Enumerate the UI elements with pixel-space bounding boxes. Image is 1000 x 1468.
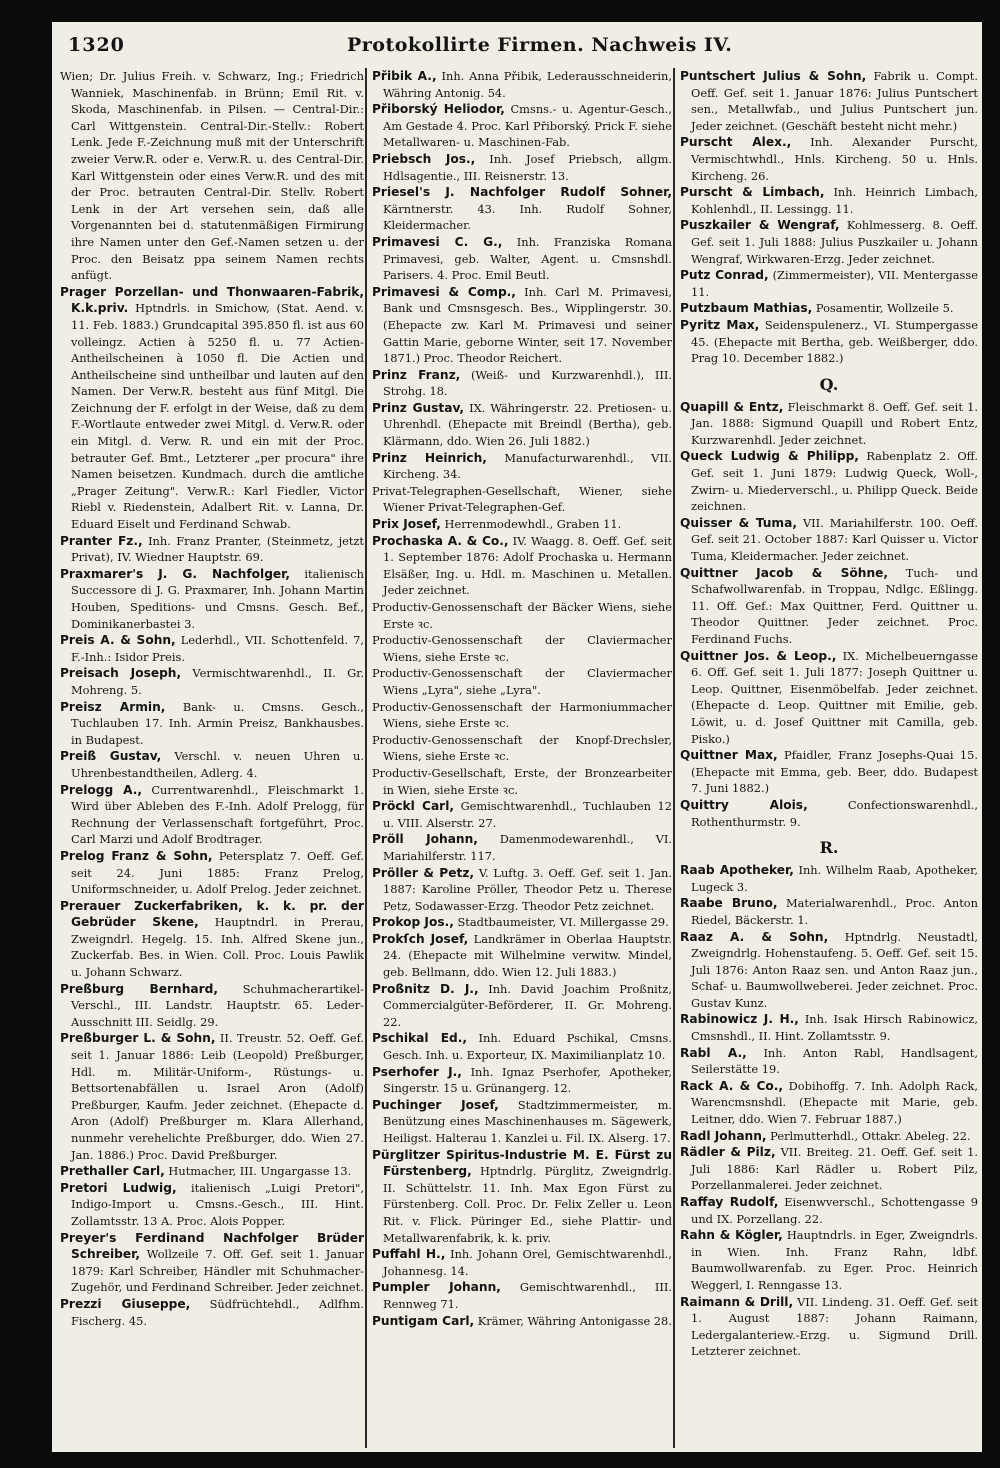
directory-entry: [680, 1011, 978, 1044]
directory-entry: [372, 516, 672, 533]
directory-entry: [680, 797, 978, 830]
directory-entry: [372, 798, 672, 831]
section-letter-q: Q.: [819, 374, 839, 394]
firm-name: Puntigam Carl,: [372, 1313, 475, 1328]
firm-name: Rabinowicz J. H.,: [680, 1012, 799, 1027]
entry-text: Productiv-Genossenschaft der Claviermacher Wiens, siehe Erste ꝛc.: [372, 633, 672, 664]
entry-text: Kohlmesserg. 8. Oeff. Gef. seit 1. Juli 1888: Julius Puszkailer u. Johann Wengraf, Wirkwaren-Erzg. Jeder zeichnet.: [691, 218, 978, 266]
firm-name: Rahn & Kögler,: [680, 1228, 783, 1243]
entry-text: Verschl. v. neuen Uhren u. Uhrenbestandtheilen, Adlerg. 4.: [71, 749, 364, 780]
entry-text: Hptndrlg. Pürglitz, Zweigndrlg. II. Schüttelstr. 11. Inh. Max Egon Fürst zu Fürstenberg. Coll. Proc. Dr. Felix Zeller u. Leon Rit. v. Flick. Püringer Ed., siehe Plattir- und Metallwarenfabrik, k. k. priv.: [383, 1164, 672, 1245]
firm-name: Prinz Franz,: [372, 367, 461, 382]
directory-entry: [372, 865, 672, 915]
firm-name: Preis A. & Sohn,: [60, 633, 176, 648]
entry-text: Rabenplatz 2. Off. Gef. seit 1. Juni 1879: Ludwig Queck, Woll-, Zwirn- u. Miederverschl., u. Philipp Queck. Beide zeichnen.: [691, 449, 978, 514]
entry-text: Inh. Anton Rabl, Handlsagent, Seilerstätte 19.: [691, 1045, 978, 1077]
directory-entry: [680, 1128, 978, 1145]
entry-text: Schuhmacherartikel-Verschl., III. Landstr. Hauptstr. 65. Leder-Ausschnitt III. Seidlg. 29.: [71, 981, 364, 1029]
directory-entry: [60, 632, 364, 665]
entry-text: Perlmutterhdl., Ottakr. Abeleg. 22.: [770, 1128, 971, 1143]
directory-entry: [60, 699, 364, 749]
directory-entry: [60, 1180, 364, 1230]
firm-name: Preßburger L. & Sohn,: [60, 1031, 216, 1046]
directory-entry: [60, 1230, 364, 1296]
firm-name: Quittner Max,: [680, 748, 778, 763]
directory-entry: [680, 1194, 978, 1227]
column-2: [372, 68, 672, 1448]
directory-entry: [372, 1064, 672, 1097]
firm-name: Puchinger Josef,: [372, 1097, 499, 1112]
firm-name: Priebsch Jos.,: [372, 151, 476, 166]
directory-entry: [680, 267, 978, 300]
firm-name: Pserhofer J.,: [372, 1064, 462, 1079]
firm-name: Pröll Johann,: [372, 832, 478, 847]
page-number: 1320: [68, 34, 125, 56]
entries-p: [680, 68, 978, 367]
entry-text: Productiv-Genossenschaft der Knopf-Drechsler, Wiens, siehe Erste ꝛc.: [372, 732, 672, 764]
directory-entry: [60, 1296, 364, 1329]
entry-text: V. Luftg. 3. Oeff. Gef. seit 1. Jan. 1887: Karoline Pröller, Theodor Petz u. Therese Petz, Sodawasser-Erzg. Theodor Petz zeichnet.: [383, 865, 672, 913]
firm-name: Pröckl Carl,: [372, 799, 454, 814]
columns: [60, 68, 978, 1448]
firm-name: Prinz Heinrich,: [372, 450, 487, 465]
directory-entry: [372, 151, 672, 184]
directory-entry: [680, 134, 978, 184]
entry-text: Inh. Wilhelm Raab, Apotheker, Lugeck 3.: [691, 863, 978, 894]
directory-entry: [60, 665, 364, 698]
directory-entry: [372, 1147, 672, 1247]
firm-name: Prokſch Josef,: [372, 931, 469, 946]
entry-text: Hutmacher, III. Ungargasse 13.: [168, 1164, 352, 1179]
entry-text: Inh. Franziska Romana Primavesi, geb. Walter, Agent. u. Cmsnshdl. Parisers. 4. Proc. Emil Beutl.: [383, 234, 672, 283]
directory-entry: [372, 1246, 672, 1279]
entry-text: Inh. Carl M. Primavesi, Bank und Cmsnsgesch. Bes., Wipplingerstr. 30. (Ehepacte zw. Karl M. Primavesi und seiner Gattin Marie, geborne Winter, seit 17. November 1871.) Proc. Theodor Reichert.: [383, 284, 672, 366]
entry-text: Stadtbaumeister, VI. Millergasse 29.: [457, 915, 669, 930]
entry-text: Inh. Heinrich Limbach, Kohlenhdl., II. Lessingg. 11.: [691, 185, 978, 216]
entry-text: Gemischtwarenhdl., Tuchlauben 12 u. VIII. Alserstr. 27.: [383, 799, 672, 830]
firm-name: Rabl A.,: [680, 1045, 747, 1060]
directory-entry: [372, 101, 672, 151]
directory-entry: [372, 699, 672, 732]
entries-r: [680, 862, 978, 1360]
firm-name: Pretori Ludwig,: [60, 1180, 177, 1195]
entry-text: Dobihoffg. 7. Inh. Adolph Rack, Warencmsnshdl. (Ehepacte mit Marie, geb. Leitner, ddo. Wien 7. Februar 1887.): [691, 1078, 978, 1127]
directory-entry: [680, 1227, 978, 1293]
firm-name: Praxmarer's J. G. Nachfolger,: [60, 566, 291, 581]
entry-text: Krämer, Währing Antonigasse 28.: [477, 1313, 672, 1328]
directory-entry: [60, 898, 364, 981]
directory-entry: [372, 599, 672, 632]
entry-text: (Weiß- und Kurzwarenhdl.), III. Strohg. 18.: [383, 367, 672, 399]
firm-name: Prethaller Carl,: [60, 1164, 165, 1179]
firm-name: Raaz A. & Sohn,: [680, 929, 829, 944]
firm-name: Purscht Alex.,: [680, 135, 792, 150]
directory-entry: [680, 747, 978, 797]
entry-text: Productiv-Genossenschaft der Harmoniummacher Wiens, siehe Erste ꝛc.: [372, 699, 672, 731]
entry-text: Wien; Dr. Julius Freih. v. Schwarz, Ing.; Friedrich Wanniek, Maschinenfab. in Brünn; Emil Rit. v. Skoda, Maschinenfab. in Pilsen. — Central-Dir.: Carl Wittgenstein. Central-Dir.-Stellv.: Robert Lenk. Jede F.-Zeichnung muß mit der Unterschrift zweier Verw.R. oder e. Verw.R. u. des Central-Dir. Karl Wittgenstein oder eines Verw.R. und des mit der Proc. betrauten Central-Dir. Stellv. Robert Lenk in der Art versehen sein, daß alle Vorgenannten bei d. statutenmäßigen Firmirung ihre Namen unter den Gef.-Namen setzen u. der Proc. den Beisatz ppa seinem Namen rechts anfügt.: [60, 69, 364, 283]
directory-page: [52, 22, 982, 1452]
directory-entry: [680, 68, 978, 134]
entry-text: (Zimmermeister), VII. Mentergasse 11.: [691, 268, 978, 299]
directory-entry: [680, 515, 978, 565]
firm-name: Prix Josef,: [372, 517, 441, 532]
entry-text: IX. Michelbeuerngasse 6. Off. Gef. seit 1. Juli 1877: Joseph Quittner u. Leop. Quittner, Eisenmöbelfab. Jeder zeichnet. (Ehepacte d. Leop. Quittner mit Emilie, geb. Löwit, u. d. Josef Quittner mit Camilla, geb. Pisko.): [691, 648, 978, 746]
entry-text: Productiv-Genossenschaft der Bäcker Wiens, siehe Erste ꝛc.: [372, 600, 672, 631]
section-letter-r: R.: [819, 838, 839, 858]
directory-entry: [372, 765, 672, 798]
directory-entry: [680, 1078, 978, 1128]
entry-text: Inh. David Joachim Proßnitz, Commercialgüter-Beförderer, II. Gr. Mohreng. 22.: [383, 981, 672, 1029]
firm-name: Pschikal Ed.,: [372, 1031, 467, 1046]
firm-name: Putz Conrad,: [680, 268, 769, 283]
directory-entry: [372, 732, 672, 765]
firm-name: Raab Apotheker,: [680, 863, 794, 878]
entry-text: Hptndrlg. Neustadtl, Zweigndrlg. Hohenstaufeng. 5. Oeff. Gef. seit 15. Juli 1876: Anton Raaz sen. und Anton Raaz jun., Schaf- u. Baumwollweberei. Jeder zeichnet. Proc. Gustav Kunz.: [691, 929, 978, 1010]
directory-entry: [60, 284, 364, 533]
entry-text: IV. Waagg. 8. Oeff. Gef. seit 1. September 1876: Adolf Prochaska u. Hermann Elsäßer, Ing. u. Hdl. m. Maschinen u. Metallen. Jeder zeichnet.: [383, 533, 672, 598]
entry-text: Kärntnerstr. 43. Inh. Rudolf Sohner, Kleidermacher.: [383, 201, 672, 233]
entry-text: Landkrämer in Oberlaa Hauptstr. 24. (Ehepacte mit Wilhelmine verwitw. Mindel, geb. Bellmann, ddo. Wien 12. Juli 1883.): [383, 931, 672, 980]
directory-entry: [372, 367, 672, 400]
entry-text: Vermischtwarenhdl., II. Gr. Mohreng. 5.: [71, 666, 364, 697]
directory-entry: [680, 317, 978, 367]
directory-entry: [60, 68, 364, 284]
entry-text: Petersplatz 7. Oeff. Gef. seit 24. Juni 1885: Franz Prelog, Uniformschneider, u. Adolf Prelog. Jeder zeichnet.: [71, 848, 364, 897]
firm-name: Pröller & Petz,: [372, 865, 475, 880]
directory-entry: [372, 284, 672, 367]
firm-name: Quapill & Entz,: [680, 399, 784, 414]
directory-entry: [60, 848, 364, 898]
entry-text: Fleischmarkt 8. Oeff. Gef. seit 1. Jan. 1888: Sigmund Quapill und Robert Entz, Kurzwarenhdl. Jeder zeichnet.: [691, 399, 978, 447]
entry-text: italienisch Successore di J. G. Praxmarer, Inh. Johann Martin Houben, Speditions- und Cmsns. Gesch. Bef., Dominikanerbastei 3.: [71, 566, 364, 631]
directory-entry: [372, 68, 672, 101]
directory-entry: [372, 234, 672, 284]
firm-name: Přiborský Heliodor,: [372, 102, 505, 117]
entry-text: Wollzeile 7. Off. Gef. seit 1. Januar 1879: Karl Schreiber, Händler mit Schuhmacher-Zugehör, und Ferdinand Schreiber. Jeder zeichnet.: [71, 1247, 364, 1295]
column-3: [680, 68, 978, 1448]
firm-name: Prochaska A. & Co.,: [372, 533, 509, 548]
directory-entry: [372, 483, 672, 516]
directory-entry: [372, 450, 672, 483]
entry-text: Manufacturwarenhdl., VII. Kircheng. 34.: [383, 450, 672, 482]
directory-entry: [372, 1313, 672, 1330]
firm-name: Purscht & Limbach,: [680, 185, 825, 200]
entry-text: VII. Mariahilferstr. 100. Oeff. Gef. seit 21. October 1887: Karl Quisser u. Victor Tuma, Kleidermacher. Jeder zeichnet.: [691, 515, 978, 564]
firm-name: Pranter Fz.,: [60, 533, 143, 548]
directory-entry: [372, 1279, 672, 1312]
entry-text: Herrenmodewhdl., Graben 11.: [444, 517, 622, 532]
entry-text: Gemischtwarenhdl., III. Rennweg 71.: [383, 1280, 672, 1311]
entry-text: Materialwarenhdl., Proc. Anton Riedel, Bäckerstr. 1.: [691, 896, 978, 927]
firm-name: Preiß Gustav,: [60, 749, 162, 764]
firm-name: Puntschert Julius & Sohn,: [680, 69, 867, 83]
directory-entry: [680, 929, 978, 1012]
firm-name: Primavesi & Comp.,: [372, 284, 516, 299]
firm-name: Radl Johann,: [680, 1128, 767, 1143]
firm-name: Priesel's J. Nachfolger Rudolf Sohner,: [372, 185, 672, 200]
directory-entry: [680, 1294, 978, 1360]
directory-entry: [680, 895, 978, 928]
entry-text: Posamentir, Wollzeile 5.: [815, 301, 954, 316]
entry-text: VII. Breiteg. 21. Oeff. Gef. seit 1. Juli 1886: Karl Rädler u. Robert Pilz, Porzellanmalerei. Jeder zeichnet.: [691, 1145, 978, 1193]
entry-text: Inh. Isak Hirsch Rabinowicz, Cmsnshdl., II. Hint. Zollamtsstr. 9.: [691, 1012, 978, 1044]
firm-name: Rack A. & Co.,: [680, 1078, 784, 1093]
entry-text: Inh. Eduard Pschikal, Cmsns. Gesch. Inh. u. Exporteur, IX. Maximilianplatz 10.: [383, 1031, 672, 1063]
entry-text: Confectionswarenhdl., Rothenthurmstr. 9.: [691, 797, 978, 829]
entry-text: Tuch- und Schafwollwarenfab. in Troppau, Ndlgc. Eßlingg. 11. Off. Gef.: Max Quittner, Ferd. Quittner u. Theodor Quittner. Jeder zeichnet. Proc. Ferdinand Fuchs.: [691, 565, 978, 646]
entry-text: Cmsns.- u. Agentur-Gesch., Am Gestade 4. Proc. Karl Přiborský. Prick F. siehe Metallwaren- u. Maschinen-Fab.: [383, 102, 672, 150]
directory-entry: [60, 748, 364, 781]
directory-entry: [372, 981, 672, 1031]
entry-text: Pfaidler, Franz Josephs-Quai 15. (Ehepacte mit Emma, geb. Beer, ddo. Budapest 7. Juni 1882.): [691, 748, 978, 796]
entry-text: Hptndrls. in Smichow, (Stat. Aend. v. 11. Feb. 1883.) Grundcapital 395.850 fl. ist aus 60 volleingz. Actien à 5250 fl. u. 77 Actien-Antheilscheinen à 1050 fl. Die Actien und Antheilscheine sind untheilbar und lauten auf den Namen. Der Verw.R. besteht aus fünf Mitgl. Die Zeichnung der F. erfolgt in der Weise, daß zu dem F.-Wortlaute entweder zwei Mitgl. d. Verw.R. oder ein Mitgl. d. Verw. R. und ein mit der Proc. betrauter Gef. Bmt., Letzterer „per procura" ihre Namen beisetzen. Kundmach. durch die amtliche „Prager Zeitung". Verw.R.: Karl Fiedler, Victor Riebl v. Riedenstein, Adalbert Rit. v. Lanna, Dr. Eduard Eiselt und Ferdinand Schwab.: [71, 301, 364, 532]
firm-name: Pürglitzer Spiritus-Industrie M. E. Fürst zu Fürstenberg,: [372, 1147, 672, 1179]
firm-name: Preßburg Bernhard,: [60, 981, 218, 996]
directory-entry: [60, 1030, 364, 1163]
entry-text: Productiv-Genossenschaft der Claviermacher Wiens „Lyra", siehe „Lyra".: [372, 666, 672, 697]
entry-text: Hauptndrl. in Prerau, Zweigndrl. Hegelg. 15. Inh. Alfred Skene jun., Zuckerfab. Bes. in Wien. Coll. Proc. Louis Pawlik u. Johann Schwarz.: [71, 915, 364, 980]
firm-name: Preisz Armin,: [60, 699, 166, 714]
page-header: [52, 22, 982, 72]
firm-name: Quittry Alois,: [680, 797, 808, 812]
firm-name: Puszkailer & Wengraf,: [680, 218, 840, 233]
firm-name: Přibik A.,: [372, 69, 437, 83]
entry-text: Inh. Alexander Purscht, Vermischtwhdl., Hnls. Kircheng. 50 u. Hnls. Kircheng. 26.: [691, 135, 978, 183]
directory-entry: [372, 1097, 672, 1147]
directory-entry: [60, 533, 364, 566]
entry-text: Inh. Johann Orel, Gemischtwarenhdl., Johannesg. 14.: [383, 1247, 672, 1278]
firm-name: Quittner Jos. & Leop.,: [680, 648, 837, 663]
entry-text: VII. Lindeng. 31. Oeff. Gef. seit 1. August 1887: Johann Raimann, Ledergalanteriew.-Erzg. u. Sigmund Drill. Letzterer zeichnet.: [691, 1294, 978, 1359]
firm-name: Rädler & Pilz,: [680, 1145, 776, 1160]
firm-name: Prager Porzellan- und Thonwaaren-Fabrik, K.k.priv.: [60, 284, 364, 316]
firm-name: Prelog Franz & Sohn,: [60, 848, 213, 863]
firm-name: Quittner Jacob & Söhne,: [680, 565, 889, 580]
entry-text: Bank- u. Cmsns. Gesch., Tuchlauben 17. Inh. Armin Preisz, Bankhausbes. in Budapest.: [71, 699, 364, 747]
directory-entry: [372, 184, 672, 234]
entry-text: Eisenwverschl., Schottengasse 9 und IX. Porzellang. 22.: [691, 1195, 978, 1226]
entry-text: II. Treustr. 52. Oeff. Gef. seit 1. Januar 1886: Leib (Leopold) Preßburger, Hdl. m. Militär-Uniform-, Rüstungs- u. Bettsortenabfällen u. Israel Aron (Adolf) Preßburger, Kaufm. Jeder zeichnet. (Ehepacte d. Aron (Adolf) Preßburger m. Klara Allerhand, nunmehr verehelichte Preßburger, ddo. Wien 27. Jan. 1886.) Proc. David Preßburger.: [71, 1031, 364, 1162]
directory-entry: [372, 1030, 672, 1063]
entry-text: Seidenspulenerz., VI. Stumpergasse 45. (Ehepacte mit Bertha, geb. Weißberger, ddo. Prag 10. December 1882.): [691, 317, 978, 366]
entry-text: Fabrik u. Compt. Oeff. Gef. seit 1. Januar 1876: Julius Puntschert sen., Metallwfab., und Julius Puntschert jun. Jeder zeichnet. (Geschäft besteht nicht mehr.): [691, 69, 978, 133]
firm-name: Pumpler Johann,: [372, 1280, 501, 1295]
firm-name: Proßnitz D. J.,: [372, 981, 479, 996]
running-title: Protokollirte Firmen. Nachweis IV.: [347, 34, 733, 56]
directory-entry: [680, 448, 978, 514]
directory-entry: [680, 184, 978, 217]
firm-name: Quisser & Tuma,: [680, 515, 797, 530]
firm-name: Prerauer Zuckerfabriken, k. k. pr. der Gebrüder Skene,: [60, 898, 364, 930]
entry-text: italienisch „Luigi Pretori", Indigo-Import u. Cmsns.-Gesch., III. Hint. Zollamtsstr. 13 A. Proc. Alois Popper.: [71, 1180, 364, 1228]
directory-entry: [372, 400, 672, 450]
entry-text: Productiv-Gesellschaft, Erste, der Bronzearbeiter in Wien, siehe Erste ꝛc.: [372, 765, 672, 797]
directory-entry: [680, 300, 978, 317]
firm-name: Raimann & Drill,: [680, 1294, 794, 1309]
firm-name: Prokop Jos.,: [372, 915, 454, 930]
directory-entry: [372, 632, 672, 665]
firm-name: Primavesi C. G.,: [372, 234, 503, 249]
entries-q: [680, 399, 978, 830]
directory-entry: [680, 862, 978, 895]
directory-entry: [60, 1163, 364, 1180]
directory-entry: [372, 931, 672, 981]
directory-entry: [372, 533, 672, 599]
firm-name: Prelogg A.,: [60, 782, 143, 797]
firm-name: Prezzi Giuseppe,: [60, 1296, 191, 1311]
directory-entry: [372, 831, 672, 864]
entry-text: Inh. Anna Přibik, Lederausschneiderin, Währing Antonig. 54.: [383, 69, 672, 100]
directory-entry: [680, 565, 978, 648]
firm-name: Prinz Gustav,: [372, 400, 465, 415]
firm-name: Preisach Joseph,: [60, 666, 182, 681]
directory-entry: [60, 981, 364, 1031]
entry-text: Lederhdl., VII. Schottenfeld. 7, F.-Inh.: Isidor Preis.: [71, 633, 364, 664]
entry-text: Inh. Josef Priebsch, allgm. Hdlsagentie., III. Reisnerstr. 13.: [383, 151, 672, 183]
entry-text: Hauptndrls. in Eger, Zweigndrls. in Wien. Inh. Franz Rahn, ldbf. Baumwollwarenfab. zu Eger. Proc. Heinrich Weggerl, I. Renngasse 13.: [691, 1228, 978, 1292]
entry-text: Stadtzimmermeister, m. Benützung eines Maschinenhauses m. Sägewerk, Heiligst. Halterau 1. Kanzlei u. Fil. IX. Alserg. 17.: [383, 1097, 672, 1145]
firm-name: Putzbaum Mathias,: [680, 301, 813, 316]
directory-entry: [680, 1144, 978, 1194]
directory-entry: [60, 782, 364, 848]
directory-entry: [680, 648, 978, 748]
directory-entry: [680, 399, 978, 449]
directory-entry: [372, 665, 672, 698]
directory-entry: [372, 914, 672, 931]
directory-entry: [60, 566, 364, 632]
firm-name: Pyritz Max,: [680, 317, 760, 332]
entry-text: Inh. Ignaz Pserhofer, Apotheker, Singerstr. 15 u. Grünangerg. 12.: [383, 1064, 672, 1096]
entry-text: IX. Währingerstr. 22. Pretiosen- u. Uhrenhdl. (Ehepacte mit Breindl (Bertha), geb. Klärmann, ddo. Wien 26. Juli 1882.): [383, 400, 672, 449]
firm-name: Puffahl H.,: [372, 1247, 446, 1262]
entry-text: Inh. Franz Pranter, (Steinmetz, jetzt Privat), IV. Wiedner Hauptstr. 69.: [71, 533, 364, 565]
entry-text: Südfrüchtehdl., Adlfhm. Fischerg. 45.: [71, 1296, 364, 1328]
entry-text: Damenmodewarenhdl., VI. Mariahilferstr. 117.: [383, 832, 672, 863]
firm-name: Preyer's Ferdinand Nachfolger Brüder Schreiber,: [60, 1230, 364, 1262]
column-1: [60, 68, 364, 1448]
entry-text: Currentwarenhdl., Fleischmarkt 1. Wird über Ableben des F.-Inh. Adolf Prelogg, für Rechnung der Verlassenschaft fortgeführt, Proc. Carl Marzi und Adolf Brodtrager.: [71, 782, 364, 847]
directory-entry: [680, 217, 978, 267]
entry-text: Privat-Telegraphen-Gesellschaft, Wiener, siehe Wiener Privat-Telegraphen-Gef.: [372, 483, 672, 515]
firm-name: Queck Ludwig & Philipp,: [680, 449, 859, 464]
firm-name: Raabe Bruno,: [680, 896, 778, 911]
firm-name: Raffay Rudolf,: [680, 1195, 779, 1209]
directory-entry: [680, 1045, 978, 1078]
